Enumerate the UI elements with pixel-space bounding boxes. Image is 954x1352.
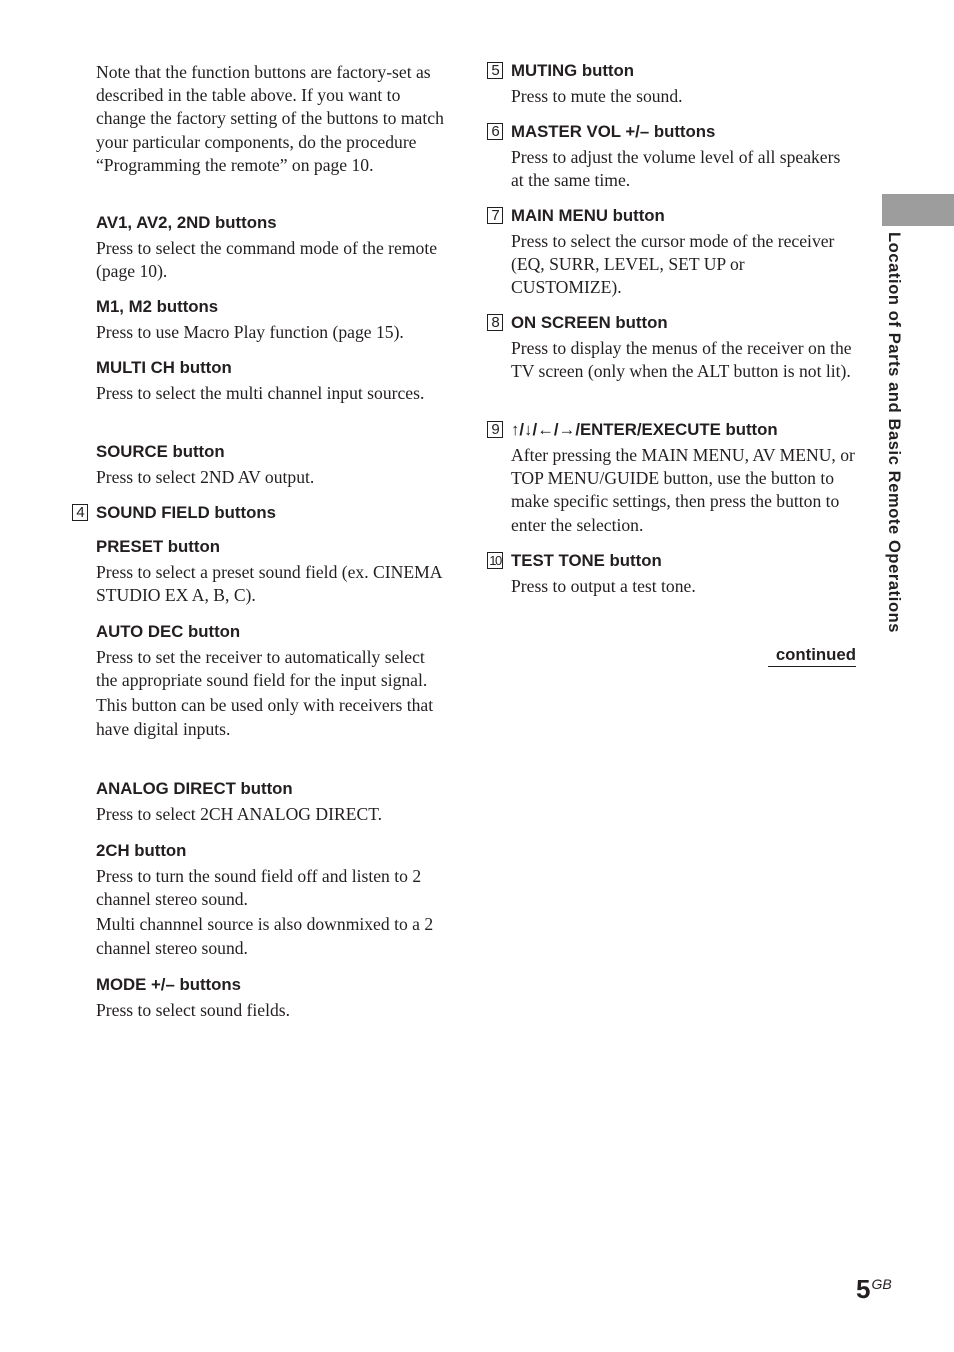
autodec-block bbox=[96, 622, 446, 741]
analog-body: Press to select 2CH ANALOG DIRECT. bbox=[96, 804, 383, 824]
twoch-block bbox=[96, 841, 446, 960]
menu-block bbox=[491, 206, 856, 300]
page-number bbox=[856, 1274, 892, 1305]
twoch-heading: 2CH button bbox=[96, 841, 187, 860]
item-number-badge: 5 bbox=[487, 62, 503, 79]
arrows-heading-text: ↑/↓/←/→/ENTER/EXECUTE button bbox=[511, 420, 778, 439]
preset-block bbox=[96, 537, 446, 607]
source-heading: SOURCE button bbox=[96, 442, 225, 461]
vol-body: Press to adjust the volume level of all speakers at the same time. bbox=[511, 147, 841, 191]
m-block bbox=[96, 297, 446, 344]
page-number-value: 5 bbox=[856, 1274, 871, 1304]
source-block bbox=[96, 442, 446, 489]
arrows-body: After pressing the MAIN MENU, AV MENU, or TOP MENU/GUIDE button, use the button to make specific settings, then press the button to enter the selection. bbox=[511, 445, 855, 535]
tone-heading bbox=[489, 551, 856, 571]
arrows-heading bbox=[491, 420, 856, 440]
sound-field-heading bbox=[76, 503, 446, 523]
analog-block bbox=[96, 779, 446, 826]
item-number-badge: 8 bbox=[487, 314, 503, 331]
av-block bbox=[96, 213, 446, 283]
mode-block bbox=[96, 975, 446, 1022]
autodec-body: Press to set the receiver to automatically select the appropriate sound field for the input signal. bbox=[96, 647, 428, 691]
muting-heading bbox=[491, 61, 856, 81]
item-number-badge: 4 bbox=[72, 504, 88, 521]
page-number-suffix: GB bbox=[871, 1276, 892, 1292]
item-number-badge: 7 bbox=[487, 207, 503, 224]
vol-heading-text: MASTER VOL +/– buttons bbox=[511, 122, 716, 141]
intro-text: Note that the function buttons are factory-set as described in the table above. If you want to change the factory setting of the buttons to match your particular components, do the procedure “Programming the remote” on page 10. bbox=[96, 62, 444, 175]
screen-heading bbox=[491, 313, 856, 333]
autodec-heading: AUTO DEC button bbox=[96, 622, 241, 641]
screen-block bbox=[491, 313, 856, 383]
screen-body: Press to display the menus of the receiver on the TV screen (only when the ALT button is not lit). bbox=[511, 338, 852, 382]
tone-block bbox=[489, 551, 856, 598]
multi-heading: MULTI CH button bbox=[96, 358, 232, 377]
screen-heading-text: ON SCREEN button bbox=[511, 313, 668, 332]
intro-block bbox=[96, 61, 446, 177]
sound-field-heading-text: SOUND FIELD buttons bbox=[96, 503, 276, 522]
mode-heading: MODE +/– buttons bbox=[96, 975, 241, 994]
arrows-block bbox=[491, 420, 856, 537]
section-title-vertical: Location of Parts and Basic Remote Operations bbox=[885, 232, 903, 634]
analog-heading: ANALOG DIRECT button bbox=[96, 779, 293, 798]
preset-heading: PRESET button bbox=[96, 537, 220, 556]
vol-block bbox=[491, 122, 856, 192]
mode-body: Press to select sound fields. bbox=[96, 1000, 290, 1020]
muting-block bbox=[491, 61, 856, 108]
av-heading: AV1, AV2, 2ND buttons bbox=[96, 213, 277, 232]
menu-body: Press to select the cursor mode of the receiver (EQ, SURR, LEVEL, SET UP or CUSTOMIZE). bbox=[511, 231, 835, 298]
section-tab bbox=[882, 194, 954, 226]
autodec-note: This button can be used only with receivers that have digital inputs. bbox=[96, 695, 434, 739]
continued-label: continued bbox=[768, 645, 856, 667]
menu-heading-text: MAIN MENU button bbox=[511, 206, 665, 225]
multi-block bbox=[96, 358, 446, 405]
multi-body: Press to select the multi channel input sources. bbox=[96, 383, 425, 403]
source-body: Press to select 2ND AV output. bbox=[96, 467, 315, 487]
preset-body: Press to select a preset sound field (ex. CINEMA STUDIO EX A, B, C). bbox=[96, 562, 442, 606]
tone-heading-text: TEST TONE button bbox=[511, 551, 662, 570]
menu-heading bbox=[491, 206, 856, 226]
item-number-badge: 9 bbox=[487, 421, 503, 438]
item-number-badge: 10 bbox=[487, 552, 503, 569]
tone-body: Press to output a test tone. bbox=[511, 576, 696, 596]
muting-heading-text: MUTING button bbox=[511, 61, 635, 80]
twoch-note: Multi channnel source is also downmixed to a 2 channel stereo sound. bbox=[96, 914, 434, 958]
twoch-body: Press to turn the sound field off and listen to 2 channel stereo sound. bbox=[96, 866, 422, 910]
m-heading: M1, M2 buttons bbox=[96, 297, 219, 316]
vol-heading bbox=[491, 122, 856, 142]
m-body: Press to use Macro Play function (page 15). bbox=[96, 322, 404, 342]
item-number-badge: 6 bbox=[487, 123, 503, 140]
sound-field-block bbox=[76, 503, 446, 523]
muting-body: Press to mute the sound. bbox=[511, 86, 683, 106]
av-body: Press to select the command mode of the remote (page 10). bbox=[96, 238, 438, 282]
